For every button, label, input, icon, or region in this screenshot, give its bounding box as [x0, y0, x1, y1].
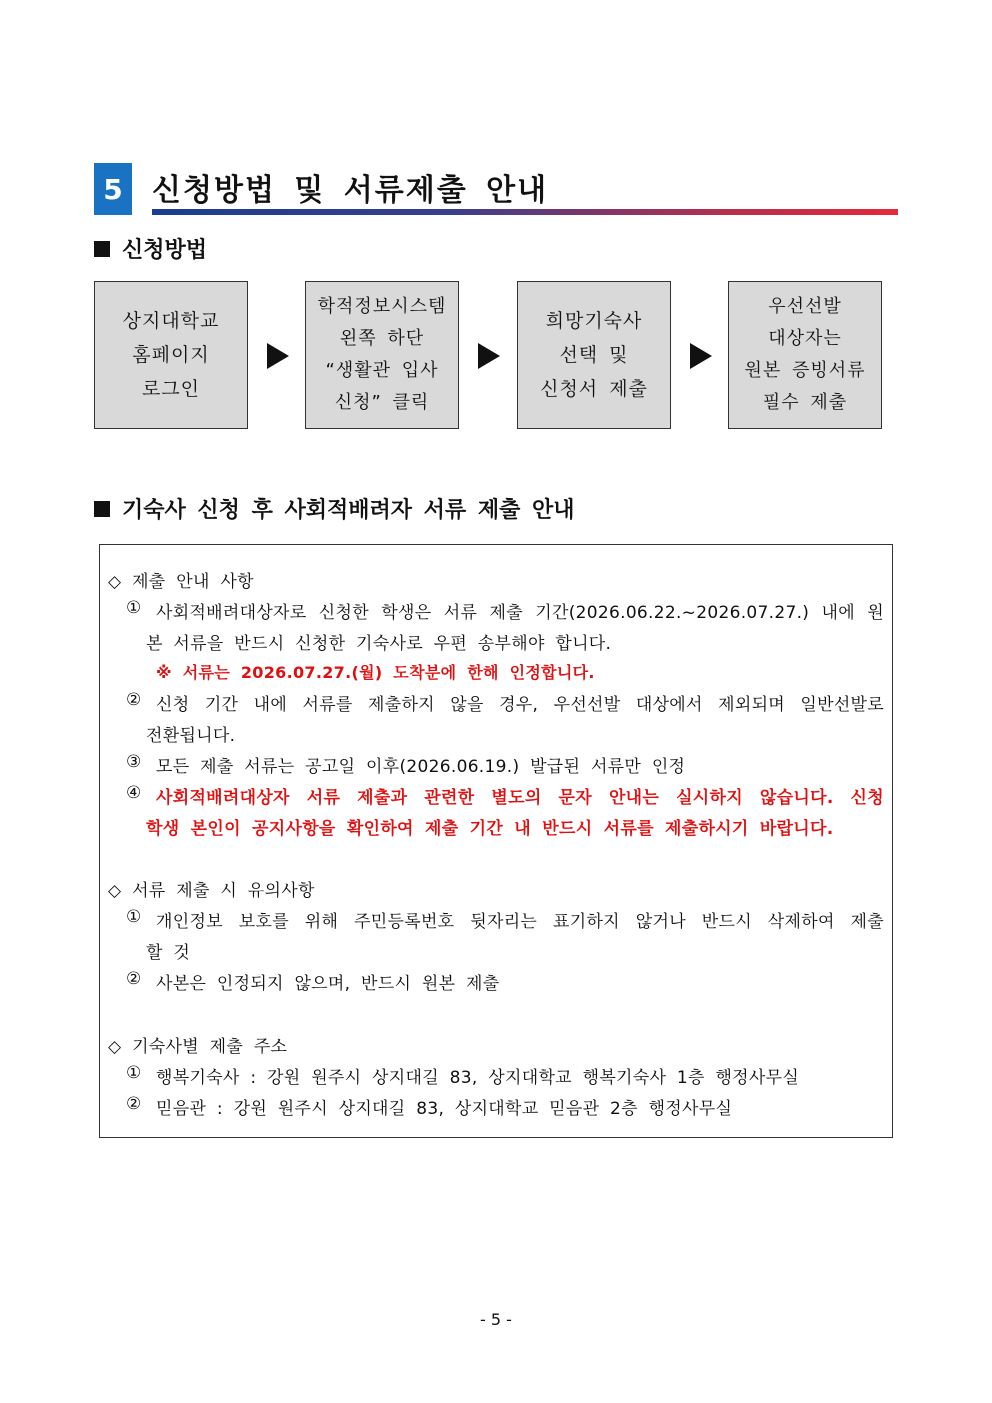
- step-box-2: [305, 281, 459, 429]
- item-text: 신청 기간 내에 서류를 제출하지 않을 경우, 우선선발 대상에서 제외되며 일반선발로: [156, 695, 884, 715]
- section-title: 신청방법 및 서류제출 안내: [152, 173, 549, 208]
- address-text: 행복기숙사 : 강원 원주시 상지대길 83, 상지대학교 행복기숙사 1층 행정사무실: [156, 1068, 800, 1088]
- section-header: [94, 163, 898, 217]
- item-marker: ③: [126, 752, 142, 772]
- step-text-4: 우선선발 대상자는 원본 증빙서류 필수 제출: [744, 296, 866, 413]
- section-underline: [152, 209, 898, 215]
- group-title: ◇ 제출 안내 사항: [108, 572, 254, 592]
- page-number: - 5 -: [480, 1310, 512, 1329]
- item-marker: ①: [126, 907, 142, 927]
- group-title: ◇ 서류 제출 시 유의사항: [108, 881, 315, 901]
- notice-box: [99, 544, 893, 1138]
- warning-text: 사회적배려대상자 서류 제출과 관련한 별도의 문자 안내는 실시하지 않습니다. 신청: [156, 788, 884, 808]
- right-arrow-icon: [267, 343, 289, 369]
- item-text-continued: 전환됩니다.: [146, 726, 236, 746]
- application-method-heading: [94, 233, 207, 264]
- documents-heading-text: 기숙사 신청 후 사회적배려자 서류 제출 안내: [122, 498, 575, 523]
- item-text-continued: 본 서류을 반드시 신청한 기숙사로 우편 송부해야 합니다.: [146, 634, 612, 654]
- step-text-1: 상지대학교 홈페이지 로그인: [122, 310, 220, 400]
- right-arrow-icon: [478, 343, 500, 369]
- address-text: 믿음관 : 강원 원주시 상지대길 83, 상지대학교 믿음관 2층 행정사무실: [156, 1099, 733, 1119]
- square-bullet-icon: [94, 241, 110, 257]
- step-text-2: 학적정보시스템 왼쪽 하단 “생활관 입사 신청” 클릭: [317, 296, 447, 413]
- item-marker: ①: [126, 1063, 142, 1083]
- item-marker: ②: [126, 969, 142, 989]
- step-box-3: [517, 281, 671, 429]
- group-title: ◇ 기숙사별 제출 주소: [108, 1037, 288, 1057]
- documents-heading: [94, 493, 575, 524]
- item-text: 사본은 인정되지 않으며, 반드시 원본 제출: [156, 974, 500, 994]
- step-box-4: [728, 281, 882, 429]
- step-text-3: 희망기숙사 선택 및 신청서 제출: [540, 310, 648, 400]
- section-number-badge: 5: [94, 163, 132, 215]
- item-marker: ①: [126, 598, 142, 618]
- deadline-note: ※ 서류는 2026.07.27.(월) 도착분에 한해 인정합니다.: [156, 663, 595, 682]
- item-text: 개인정보 보호를 위해 주민등록번호 뒷자리는 표기하지 않거나 반드시 삭제하여 제출: [156, 912, 884, 932]
- item-marker: ②: [126, 690, 142, 710]
- item-text-continued: 할 것: [146, 943, 191, 963]
- square-bullet-icon: [94, 501, 110, 517]
- right-arrow-icon: [690, 343, 712, 369]
- application-method-heading-text: 신청방법: [122, 238, 208, 263]
- item-marker: ④: [126, 783, 142, 803]
- item-text: 사회적배려대상자로 신청한 학생은 서류 제출 기간(2026.06.22.~2026.07.27.) 내에 원: [156, 603, 884, 623]
- item-text: 모든 제출 서류는 공고일 이후(2026.06.19.) 발급된 서류만 인정: [156, 757, 686, 777]
- warning-text-continued: 학생 본인이 공지사항을 확인하여 제출 기간 내 반드시 서류를 제출하시기 바랍니다.: [146, 819, 834, 839]
- step-box-1: [94, 281, 248, 429]
- item-marker: ②: [126, 1094, 142, 1114]
